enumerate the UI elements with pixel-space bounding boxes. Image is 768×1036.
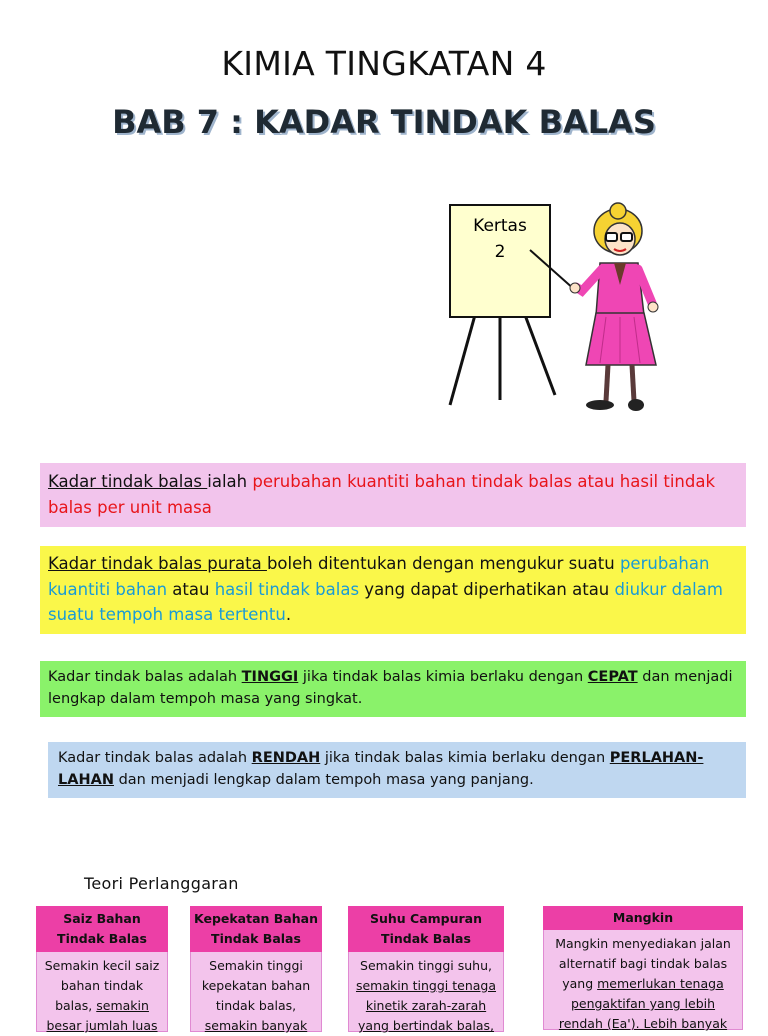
body-text-underlined: memerlukan tenaga <box>597 976 724 991</box>
body-line: Semakin tinggi suhu, <box>360 958 492 973</box>
body-line: pengaktifan yang lebih <box>570 996 716 1011</box>
factor-column-catalyst <box>543 906 743 1031</box>
keyword-perlahan: PERLAHAN-LAHAN <box>58 750 704 789</box>
box2-highlight-3: diukur dalam suatu tempoh masa tertentu <box>48 579 723 625</box>
body-line <box>550 974 736 994</box>
column-header <box>348 906 504 952</box>
board-line-1: Kertas <box>473 216 527 236</box>
section-heading: Teori Perlanggaran <box>84 874 239 893</box>
body-line: Semakin kecil saiz <box>44 958 160 973</box>
column-header <box>190 906 322 952</box>
header-line: Tindak Balas <box>211 931 301 946</box>
factor-column-size <box>36 906 168 1033</box>
body-text-underlined: rendah (Ea'). <box>558 1016 644 1031</box>
keyword-rendah: RENDAH <box>251 750 321 766</box>
body-line: alternatif bagi tindak balas <box>558 956 728 971</box>
term-kadar: Kadar tindak balas <box>48 472 208 491</box>
header-line: Mangkin <box>612 910 674 925</box>
box4-text-3: dan menjadi lengkap dalam tempoh masa yang panjang. <box>113 772 534 789</box>
body-line: yang bertindak balas, <box>358 1018 494 1033</box>
board-line-2: 2 <box>494 242 506 262</box>
keyword-tinggi: TINGGI <box>241 669 299 685</box>
box3-text-1: Kadar tindak balas adalah <box>48 669 242 685</box>
low-rate-box <box>48 742 746 798</box>
chapter-title: BAB 7 : KADAR TINDAK BALAS <box>112 103 656 141</box>
box4-text-2: jika tindak balas kimia berlaku dengan <box>320 750 610 766</box>
column-body <box>543 930 743 1030</box>
body-text-underlined: semakin <box>96 998 149 1013</box>
body-line: Mangkin menyediakan jalan <box>555 936 731 951</box>
header-line: Kepekatan Bahan <box>194 911 318 926</box>
box2-text-1: boleh ditentukan dengan mengukur suatu <box>266 554 620 573</box>
column-body <box>190 952 322 1032</box>
header-line: Saiz Bahan <box>63 911 141 926</box>
body-line: semakin banyak <box>204 1018 308 1033</box>
column-body <box>348 952 504 1032</box>
column-body <box>36 952 168 1032</box>
body-line: tindak balas, <box>215 998 297 1013</box>
header-line: Tindak Balas <box>57 931 147 946</box>
body-line <box>550 1014 736 1034</box>
box3-text-3: dan menjadi lengkap dalam tempoh masa yang singkat. <box>48 669 733 708</box>
box2-highlight-2: hasil tindak balas <box>214 579 360 599</box>
teacher-easel-illustration <box>430 195 670 425</box>
body-line: kinetik zarah-zarah <box>365 998 487 1013</box>
body-line: semakin tinggi tenaga <box>355 978 497 993</box>
box3-text-2: jika tindak balas kimia berlaku dengan <box>298 669 588 685</box>
body-line: bahan tindak <box>60 978 144 993</box>
box2-text-4: . <box>285 605 292 625</box>
easel-icon <box>450 315 555 405</box>
header-line: Tindak Balas <box>381 931 471 946</box>
high-rate-box <box>40 661 746 717</box>
header-line: Suhu Campuran <box>369 911 483 926</box>
body-line: Semakin tinggi <box>209 958 303 973</box>
box1-definition: perubahan kuantiti bahan tindak balas atau hasil tindak balas per unit masa <box>48 472 716 517</box>
factor-column-temperature <box>348 906 504 1033</box>
box4-text-1: Kadar tindak balas adalah <box>58 750 252 766</box>
body-line <box>43 996 161 1016</box>
keyword-cepat: CEPAT <box>587 669 638 685</box>
term-purata: Kadar tindak balas purata <box>48 554 267 573</box>
factor-column-concentration <box>190 906 322 1033</box>
box1-mid: ialah <box>207 472 253 491</box>
teacher-icon <box>570 203 658 411</box>
body-line: kepekatan bahan <box>201 978 311 993</box>
column-header <box>543 906 743 930</box>
box2-highlight-1: perubahan kuantiti bahan <box>48 554 710 599</box>
body-text: yang <box>562 976 598 991</box>
box2-text-3: yang dapat diperhatikan atau <box>359 579 615 599</box>
definition-box <box>40 463 746 527</box>
body-text-underlined: Lebih banyak <box>643 1016 728 1031</box>
column-header <box>36 906 168 952</box>
body-text: balas, <box>55 998 97 1013</box>
body-line: besar jumlah luas <box>46 1018 158 1033</box>
average-rate-box <box>40 546 746 634</box>
box2-text-2: atau <box>172 579 215 599</box>
page-title: KIMIA TINGKATAN 4 <box>221 44 547 83</box>
